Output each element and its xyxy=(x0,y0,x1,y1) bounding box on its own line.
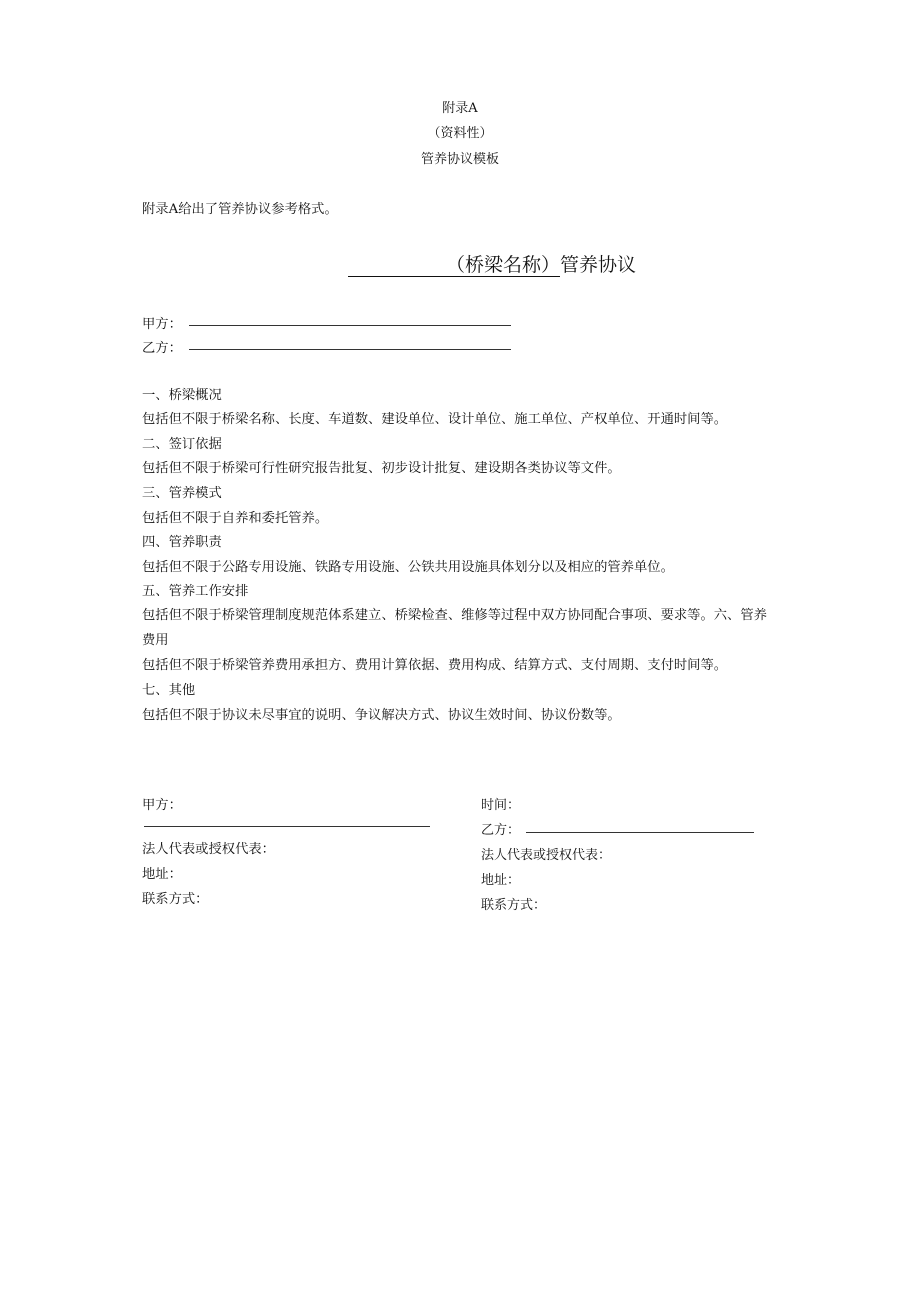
party-b-blank-line xyxy=(189,349,511,350)
sign-party-a-line xyxy=(144,826,430,827)
bridge-name-placeholder: （桥梁名称） xyxy=(446,254,561,276)
bridge-name-blank xyxy=(348,256,446,277)
sign-party-b-address-label: 地址： xyxy=(481,873,521,888)
section-content: 包括但不限于自养和委托管养。 xyxy=(142,511,329,526)
sign-party-b-contact-label: 联系方式： xyxy=(481,898,547,913)
section-heading: 五、管养工作安排 xyxy=(142,584,249,599)
section-content: 包括但不限于桥梁可行性研究报告批复、初步设计批复、建设期各类协议等文件。 xyxy=(142,461,621,476)
section-heading: 四、管养职责 xyxy=(142,535,222,550)
sign-party-a-contact-label: 联系方式： xyxy=(142,892,209,907)
section-content: 包括但不限于协议未尽事宜的说明、争议解决方式、协议生效时间、协议份数等。 xyxy=(142,708,621,723)
section-heading: 三、管养模式 xyxy=(142,486,222,501)
section-content: 包括但不限于桥梁管养费用承担方、费用计算依据、费用构成、结算方式、支付周期、支付时间等。 xyxy=(142,658,728,673)
party-b-label: 乙方： xyxy=(142,341,182,356)
section-content-continued: 费用 xyxy=(142,633,169,648)
sign-party-a-label: 甲方： xyxy=(142,798,182,813)
section-heading: 二、签订依据 xyxy=(142,437,222,452)
sign-party-b-rep-label: 法人代表或授权代表： xyxy=(481,848,612,863)
sign-time-label: 时间： xyxy=(481,798,521,813)
section-content: 包括但不限于公路专用设施、铁路专用设施、公铁共用设施具体划分以及相应的管养单位。 xyxy=(142,560,674,575)
appendix-label: 附录A xyxy=(442,101,478,116)
appendix-nature: （资料性） xyxy=(427,126,493,141)
sign-party-a-rep-label: 法人代表或授权代表： xyxy=(142,842,275,857)
section-content: 包括但不限于桥梁管理制度规范体系建立、桥梁检查、维修等过程中双方协同配合事项、要求等。六、管养 xyxy=(142,608,767,623)
party-a-blank-line xyxy=(189,325,511,326)
section-heading: 七、其他 xyxy=(142,683,196,698)
intro-text: 附录A给出了管养协议参考格式。 xyxy=(142,202,338,217)
agreement-title-suffix: 管养协议 xyxy=(560,254,637,276)
section-content: 包括但不限于桥梁名称、长度、车道数、建设单位、设计单位、施工单位、产权单位、开通时间等。 xyxy=(142,412,728,427)
agreement-title xyxy=(348,250,636,277)
sign-party-b-label: 乙方： xyxy=(481,823,521,838)
sign-party-a-address-label: 地址： xyxy=(142,867,182,882)
appendix-subject: 管养协议模板 xyxy=(420,152,499,167)
party-a-label: 甲方： xyxy=(142,317,182,332)
sign-party-b-line xyxy=(526,832,754,833)
section-heading: 一、桥梁概况 xyxy=(142,388,222,403)
